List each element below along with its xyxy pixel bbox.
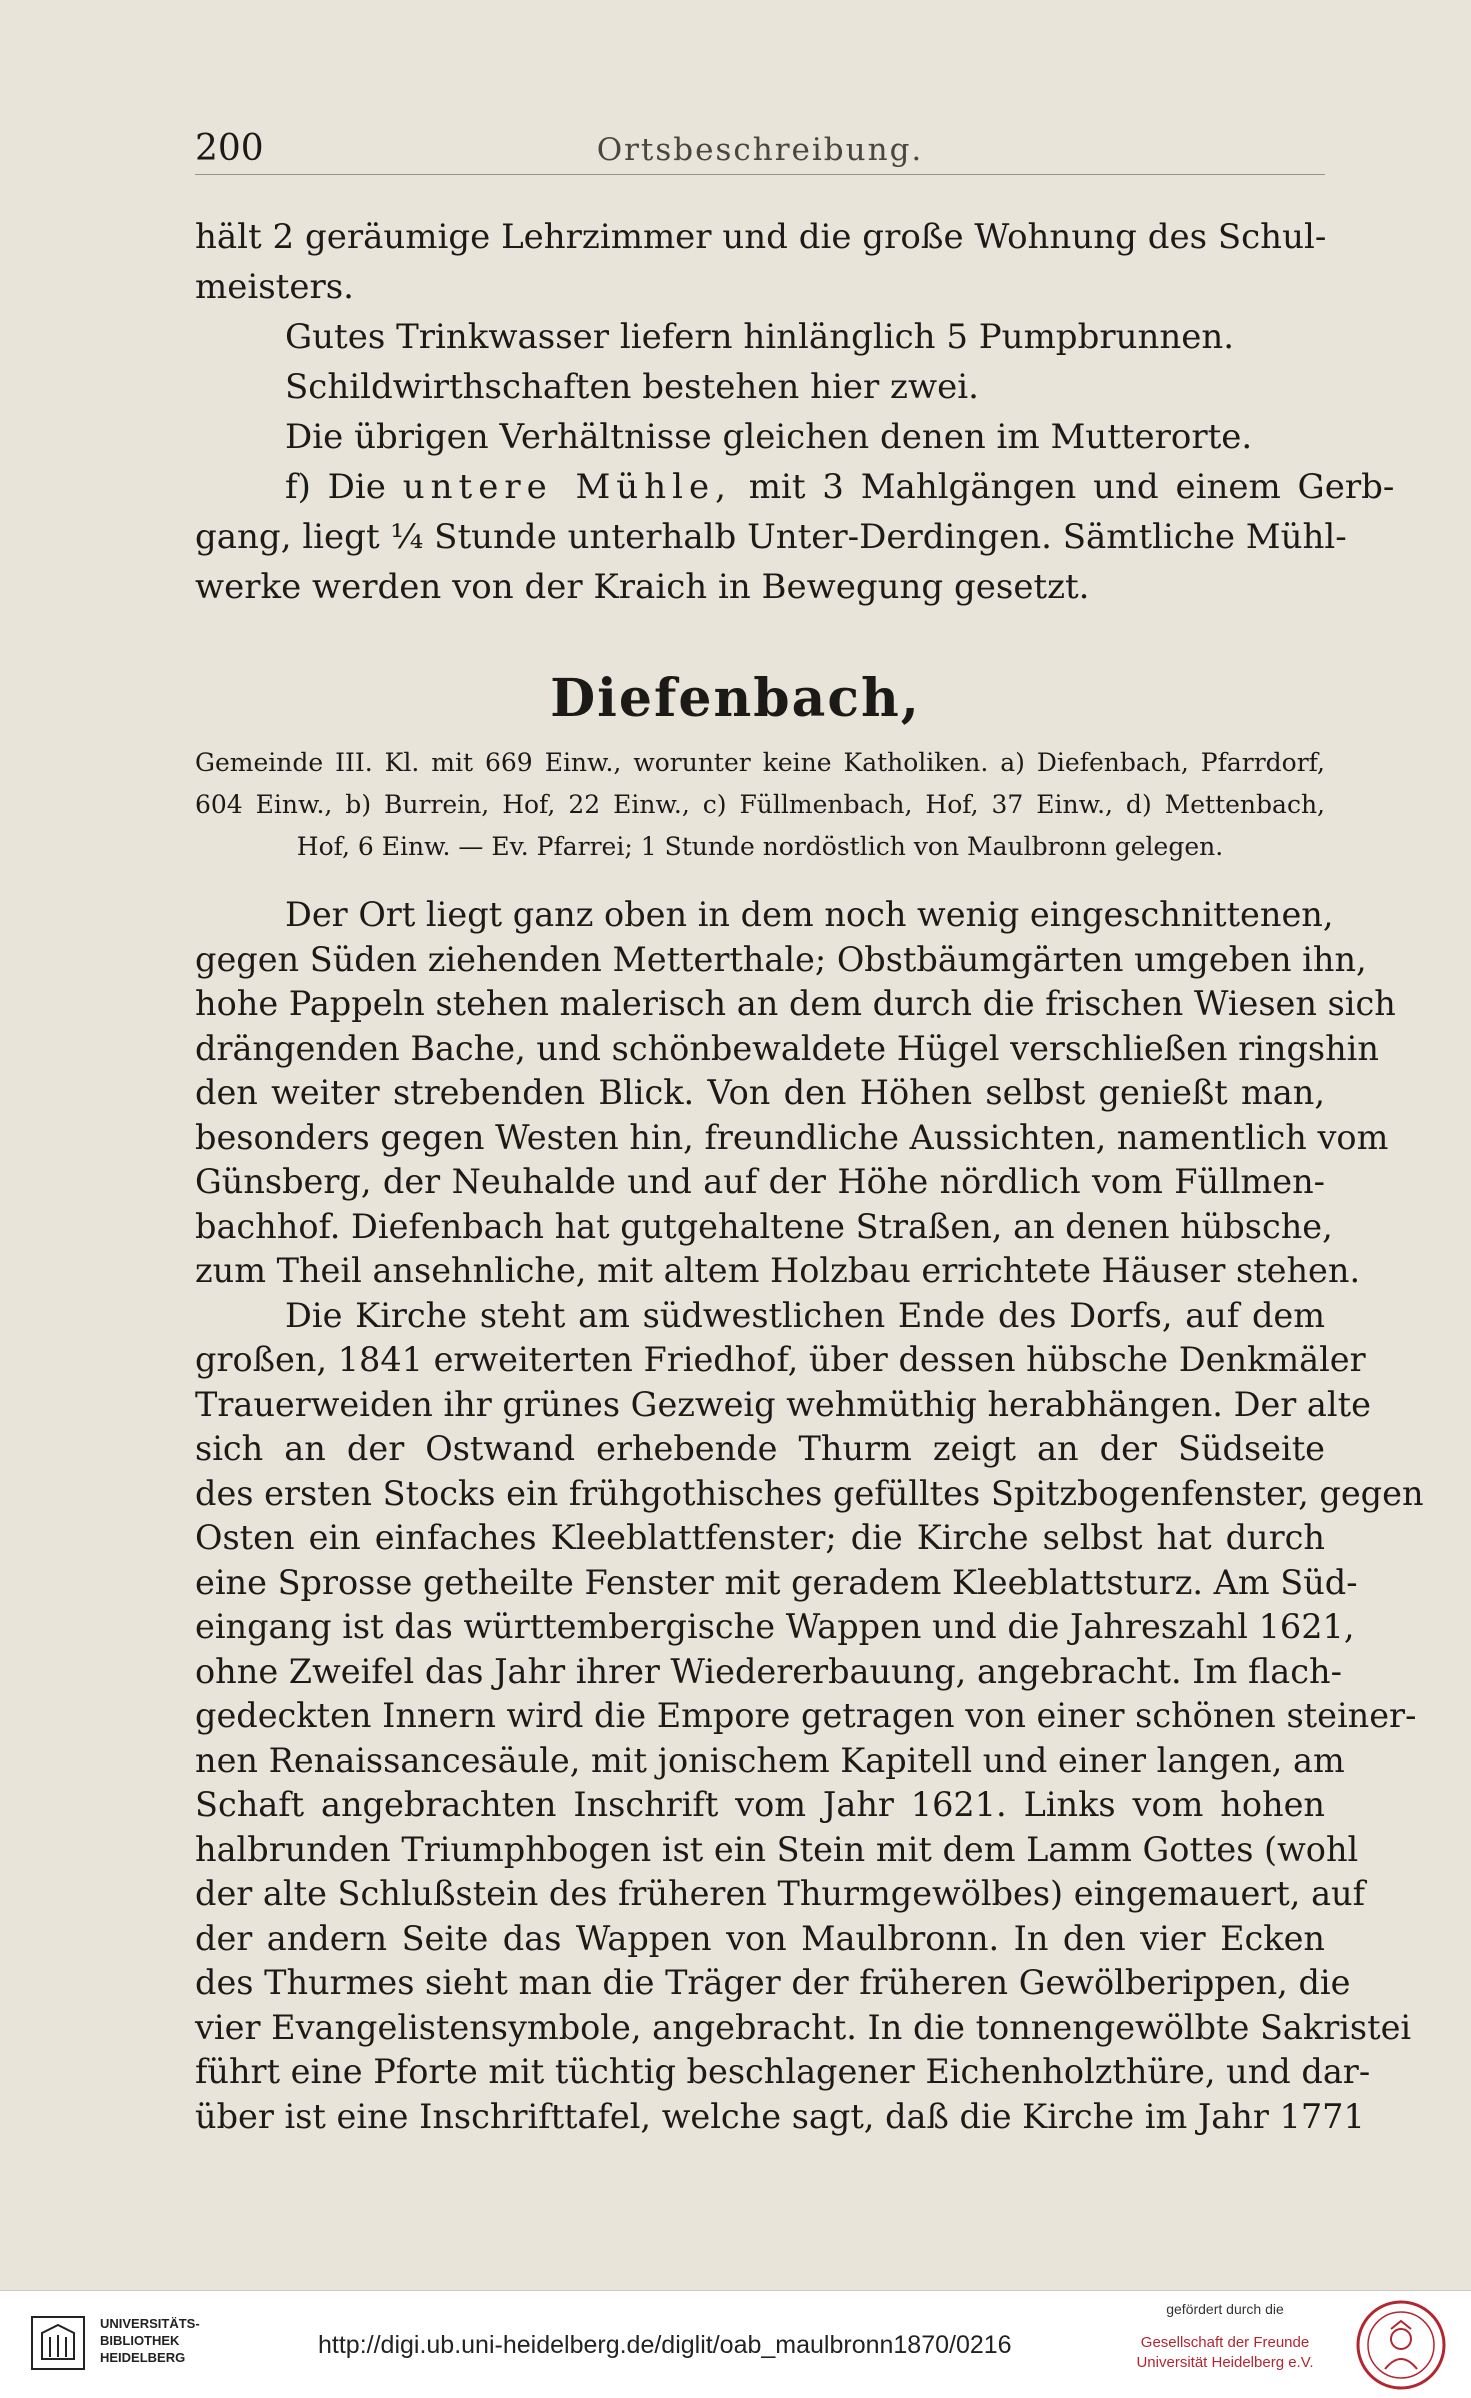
text-line: Osten ein einfaches Kleeblattfenster; die Kirche selbst hat durch bbox=[195, 1518, 1325, 1557]
text-line: gang, liegt ¼ Stunde unterhalb Unter-Derdingen. Sämtliche Mühl- bbox=[195, 517, 1347, 557]
text-line: großen, 1841 erweiterten Friedhof, über dessen hübsche Denkmäler bbox=[195, 1340, 1366, 1379]
text-line: drängenden Bache, und schönbewaldete Hügel verschließen ringshin bbox=[195, 1028, 1379, 1068]
sponsor-name: Gesellschaft der Freunde bbox=[1140, 2334, 1310, 2351]
text-line: der alte Schlußstein des früheren Thurmgewölbes) eingemauert, auf bbox=[195, 1874, 1366, 1913]
text-line: den weiter strebenden Blick. Von den Höhen selbst genießt man, bbox=[195, 1073, 1325, 1112]
section-title: Diefenbach, bbox=[550, 668, 921, 729]
running-head: Ortsbeschreibung. bbox=[596, 132, 924, 168]
page-number: 200 bbox=[195, 128, 264, 169]
text-line: des ersten Stocks ein frühgothisches gefülltes Spitzbogenfenster, gegen bbox=[195, 1473, 1424, 1513]
text-line: halbrunden Triumphbogen ist ein Stein mit dem Lamm Gottes (wohl bbox=[195, 1829, 1359, 1869]
text-line: gedeckten Innern wird die Empore getragen von einer schönen steiner- bbox=[195, 1696, 1417, 1735]
permalink-url[interactable]: http://digi.ub.uni-heidelberg.de/diglit/oab_maulbronn1870/0216 bbox=[318, 2331, 1012, 2359]
sponsor-block bbox=[1110, 2301, 1340, 2373]
mill-rest: mit 3 Mahlgängen und einem Gerb- bbox=[748, 467, 1395, 507]
mill-prefix: f) Die bbox=[285, 467, 386, 507]
text-line: Schildwirthschaften bestehen hier zwei. bbox=[285, 367, 979, 407]
library-line: HEIDELBERG bbox=[100, 2350, 186, 2365]
text-line: Gutes Trinkwasser liefern hinlänglich 5 Pumpbrunnen. bbox=[285, 317, 1235, 357]
text-line: hält 2 geräumige Lehrzimmer und die große Wohnung des Schul- bbox=[195, 217, 1327, 257]
paragraph-mill bbox=[195, 462, 1395, 612]
text-line: der andern Seite das Wappen von Maulbronn. In den vier Ecken bbox=[195, 1918, 1325, 1958]
mill-name: untere Mühle, bbox=[402, 467, 732, 507]
municipality-summary bbox=[195, 742, 1325, 868]
text-line: ohne Zweifel das Jahr ihrer Wiedererbauung, angebracht. Im flach- bbox=[195, 1651, 1342, 1691]
text-line: werke werden von der Kraich in Bewegung gesetzt. bbox=[195, 567, 1090, 607]
paragraph-inns bbox=[195, 362, 1325, 412]
footer-bar bbox=[0, 2290, 1471, 2398]
sponsor-label: gefördert durch die bbox=[1166, 2301, 1284, 2317]
text-line: meisters. bbox=[195, 267, 354, 307]
text-line: Trauerweiden ihr grünes Gezweig wehmüthig herabhängen. Der alte bbox=[195, 1384, 1371, 1424]
text-line: hohe Pappeln stehen malerisch an dem durch die frischen Wiesen sich bbox=[195, 984, 1396, 1023]
intro-text bbox=[195, 212, 1325, 312]
sponsor-name: Universität Heidelberg e.V. bbox=[1136, 2354, 1314, 2371]
text-line: führt eine Pforte mit tüchtig beschlagener Eichenholzthüre, und dar- bbox=[195, 2052, 1371, 2091]
library-line: UNIVERSITÄTS- bbox=[100, 2316, 200, 2331]
text-line: vier Evangelistensymbole, angebracht. In die tonnengewölbte Sakristei bbox=[195, 2007, 1412, 2047]
university-library-logo-icon bbox=[28, 2313, 88, 2373]
text-line: Die Kirche steht am südwestlichen Ende des Dorfs, auf dem bbox=[285, 1295, 1325, 1335]
text-line: Der Ort liegt ganz oben in dem noch wenig eingeschnittenen, bbox=[285, 895, 1334, 934]
paragraph-conditions bbox=[195, 412, 1325, 462]
text-line: nen Renaissancesäule, mit jonischem Kapitell und einer langen, am bbox=[195, 1740, 1345, 1780]
text-line: über ist eine Inschrifttafel, welche sagt, daß die Kirche im Jahr 1771 bbox=[195, 2096, 1365, 2136]
body-text bbox=[195, 893, 1424, 2139]
text-line: gegen Süden ziehenden Metterthale; Obstbäumgärten umgeben ihn, bbox=[195, 939, 1367, 979]
text-line: Günsberg, der Neuhalde und auf der Höhe nördlich vom Füllmen- bbox=[195, 1162, 1325, 1201]
library-name bbox=[100, 2315, 300, 2366]
summary-line: Gemeinde III. Kl. mit 669 Einw., worunter keine Katholiken. a) Diefenbach, Pfarrdorf, bbox=[195, 748, 1325, 777]
text-line: besonders gegen Westen hin, freundliche Aussichten, namentlich vom bbox=[195, 1117, 1389, 1157]
text-line: eine Sprosse getheilte Fenster mit geradem Kleeblattsturz. Am Süd- bbox=[195, 1562, 1358, 1602]
summary-line: Hof, 6 Einw. — Ev. Pfarrei; 1 Stunde nordöstlich von Maulbronn gelegen. bbox=[296, 832, 1224, 861]
text-line bbox=[195, 462, 1395, 512]
library-line: BIBLIOTHEK bbox=[100, 2333, 180, 2348]
text-line: Schaft angebrachten Inschrift vom Jahr 1621. Links vom hohen bbox=[195, 1785, 1325, 1824]
text-line: eingang ist das württembergische Wappen und die Jahreszahl 1621, bbox=[195, 1607, 1355, 1646]
text-line: des Thurmes sieht man die Träger der früheren Gewölberippen, die bbox=[195, 1963, 1351, 2002]
text-line: sich an der Ostwand erhebende Thurm zeigt an der Südseite bbox=[195, 1429, 1325, 1468]
university-seal-icon bbox=[1355, 2299, 1447, 2391]
paragraph-water bbox=[195, 312, 1325, 362]
text-line: bachhof. Diefenbach hat gutgehaltene Straßen, an denen hübsche, bbox=[195, 1206, 1333, 1246]
text-line: zum Theil ansehnliche, mit altem Holzbau errichtete Häuser stehen. bbox=[195, 1251, 1361, 1290]
page-header bbox=[195, 128, 1325, 175]
text-line: Die übrigen Verhältnisse gleichen denen im Mutterorte. bbox=[285, 417, 1253, 457]
summary-line: 604 Einw., b) Burrein, Hof, 22 Einw., c) Füllmenbach, Hof, 37 Einw., d) Mettenbach, bbox=[195, 790, 1325, 819]
